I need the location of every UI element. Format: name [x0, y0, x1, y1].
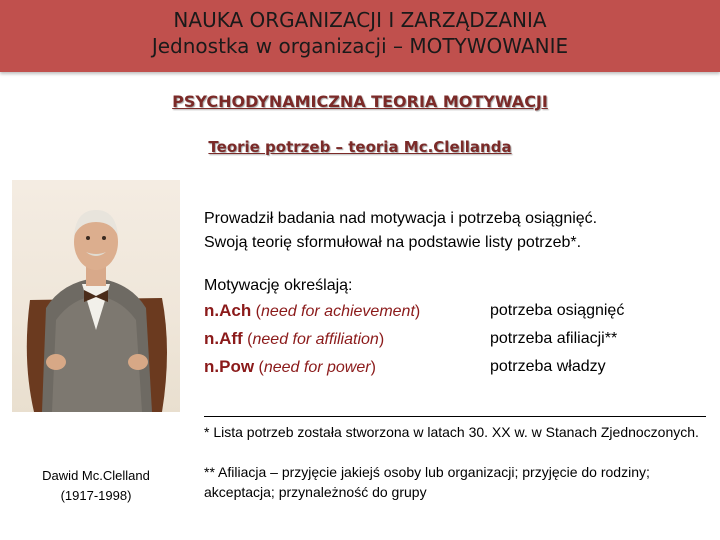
intro-line-2: Swoją teorię sformułował na podstawie listy potrzeb*.: [204, 234, 582, 251]
footnote-divider: [204, 416, 706, 417]
footnote-1: * Lista potrzeb została stworzona w latach 30. XX w. w Stanach Zjednoczonych.: [204, 424, 699, 440]
header-title: NAUKA ORGANIZACJI I ZARZĄDZANIA: [173, 8, 547, 32]
need-code: n.Ach: [204, 301, 252, 320]
theory-subtitle: Teorie potrzeb – teoria Mc.Clellanda: [208, 138, 512, 156]
portrait-illustration: [12, 180, 180, 412]
portrait-caption-years: (1917-1998): [60, 488, 132, 503]
slide-header: [0, 0, 720, 72]
need-row-achievement: [204, 300, 420, 322]
intro-line-1: Prowadził badania nad motywacja i potrzebą osiągnięć.: [204, 210, 598, 227]
need-polish-achievement: potrzeba osiągnięć: [490, 302, 625, 319]
need-code: n.Aff: [204, 329, 243, 348]
need-row-affiliation: [204, 328, 384, 350]
need-english: need for power: [263, 359, 371, 376]
section-title: PSYCHODYNAMICZNA TEORIA MOTYWACJI: [172, 92, 548, 111]
need-row-power: [204, 356, 376, 378]
needs-heading: Motywację określają:: [204, 277, 353, 294]
need-english: need for achievement: [261, 303, 415, 320]
need-code: n.Pow: [204, 357, 255, 376]
header-subtitle: Jednostka w organizacji – MOTYWOWANIE: [151, 34, 569, 58]
need-polish-power: potrzeba władzy: [490, 358, 606, 375]
portrait-photo: [12, 180, 180, 412]
need-close-paren: ): [370, 359, 376, 376]
need-english: need for affiliation: [252, 331, 379, 348]
footnote-2: ** Afiliacja – przyjęcie jakiejś osoby lub organizacji; przyjęcie do rodziny; akceptacja; przynależność do grupy: [204, 464, 650, 500]
need-open-paren: (: [251, 303, 262, 320]
need-polish-affiliation: potrzeba afiliacji**: [490, 330, 618, 347]
need-close-paren: ): [378, 331, 385, 348]
need-open-paren: (: [254, 359, 264, 376]
need-open-paren: (: [242, 331, 253, 348]
portrait-caption-name: Dawid Mc.Clelland: [42, 468, 150, 483]
need-close-paren: ): [414, 303, 421, 320]
